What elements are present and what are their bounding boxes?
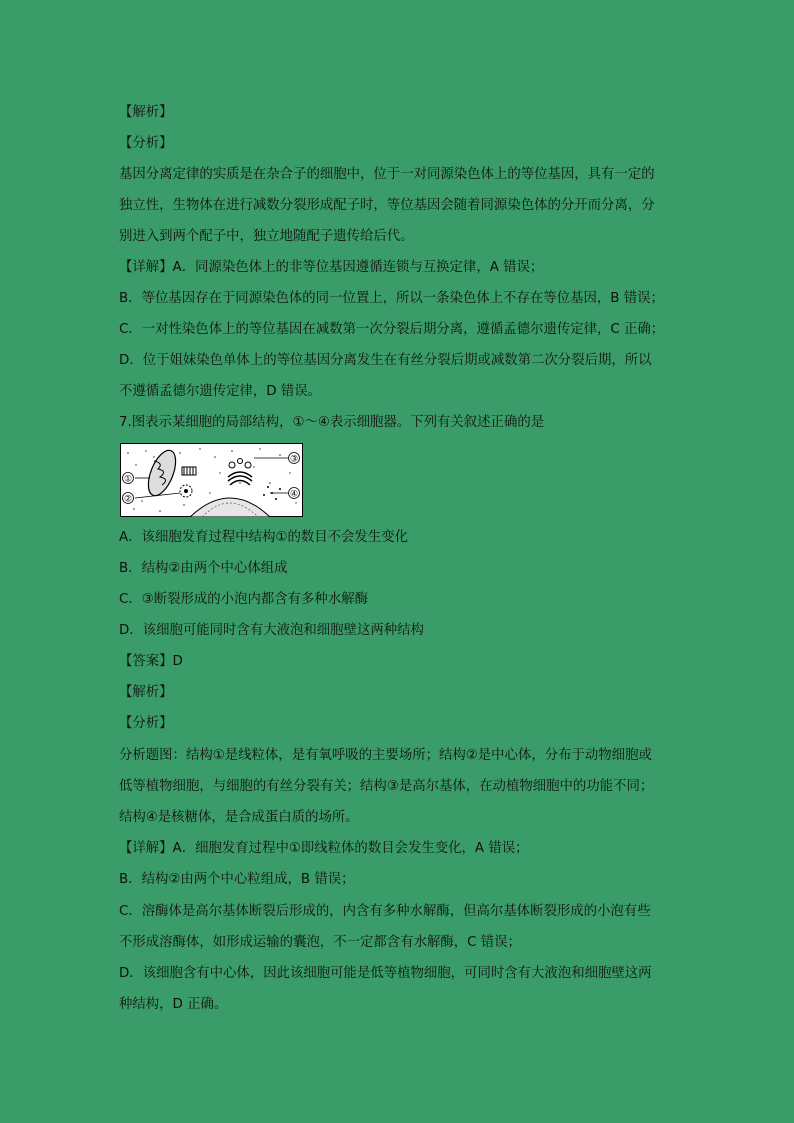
option-d: D．该细胞可能同时含有大液泡和细胞壁这两种结构 <box>119 623 424 638</box>
detail2-line-2: B．结构②由两个中心粒组成，B 错误； <box>119 872 355 887</box>
figure-label-2: ② <box>123 494 133 505</box>
option-b: B．结构②由两个中心体组成 <box>119 561 288 576</box>
option-a: A．该细胞发育过程中结构①的数目不会发生变化 <box>119 530 408 545</box>
detail-line-1: 【详解】A．同源染色体上的非等位基因遵循连锁与互换定律，A 错误； <box>119 260 544 275</box>
analysis-line-3: 别进入到两个配子中，独立地随配子遗传给后代。 <box>119 229 414 244</box>
section-heading-jiexi: 【解析】 <box>119 105 173 120</box>
analysis-line-1: 基因分离定律的实质是在杂合子的细胞中，位于一对同源染色体上的等位基因，具有一定的 <box>119 167 655 182</box>
figure-label-4: ④ <box>289 489 299 500</box>
detail-line-2: B．等位基因存在于同源染色体的同一位置上，所以一条染色体上不存在等位基因，B 错误； <box>119 291 664 306</box>
figure-label-1: ① <box>123 474 133 485</box>
detail2-line-1: 【详解】A．细胞发育过程中①即线粒体的数目会发生变化，A 错误； <box>119 841 529 856</box>
section-heading-jiexi-2: 【解析】 <box>119 685 173 700</box>
analysis2-line-2: 低等植物细胞，与细胞的有丝分裂有关；结构③是高尔基体，在动植物细胞中的功能不同； <box>119 779 654 794</box>
detail2-line-5: D．该细胞含有中心体，因此该细胞可能是低等植物细胞，可同时含有大液泡和细胞壁这两 <box>119 966 652 981</box>
cell-structure-figure <box>120 443 303 517</box>
answer-line: 【答案】D <box>119 654 183 669</box>
section-heading-fenxi: 【分析】 <box>119 136 173 151</box>
analysis2-line-1: 分析题图：结构①是线粒体，是有氧呼吸的主要场所；结构②是中心体，分布于动物细胞或 <box>119 748 652 763</box>
detail-line-5: 不遵循孟德尔遗传定律，D 错误。 <box>119 384 322 399</box>
detail2-line-4: 不形成溶酶体，如形成运输的囊泡，不一定都含有水解酶，C 错误； <box>119 935 521 950</box>
section-heading-fenxi-2: 【分析】 <box>119 716 173 731</box>
detail-line-4: D．位于姐妹染色单体上的等位基因分离发生在有丝分裂后期或减数第二次分裂后期，所以 <box>119 353 652 368</box>
detail-line-3: C．一对性染色体上的等位基因在减数第一次分裂后期分离，遵循孟德尔遗传定律，C 正确； <box>119 322 665 337</box>
analysis-line-2: 独立性，生物体在进行减数分裂形成配子时，等位基因会随着同源染色体的分开而分离，分 <box>119 198 655 213</box>
detail2-line-6: 种结构，D 正确。 <box>119 997 228 1012</box>
analysis2-line-3: 结构④是核糖体，是合成蛋白质的场所。 <box>119 810 359 825</box>
option-c: C．③断裂形成的小泡内都含有多种水解酶 <box>119 592 368 607</box>
figure-label-3: ③ <box>289 454 299 465</box>
question-stem: 7.图表示某细胞的局部结构，①～④表示细胞器。下列有关叙述正确的是 <box>119 415 545 430</box>
detail2-line-3: C．溶酶体是高尔基体断裂后形成的，内含有多种水解酶，但高尔基体断裂形成的小泡有些 <box>119 904 651 919</box>
